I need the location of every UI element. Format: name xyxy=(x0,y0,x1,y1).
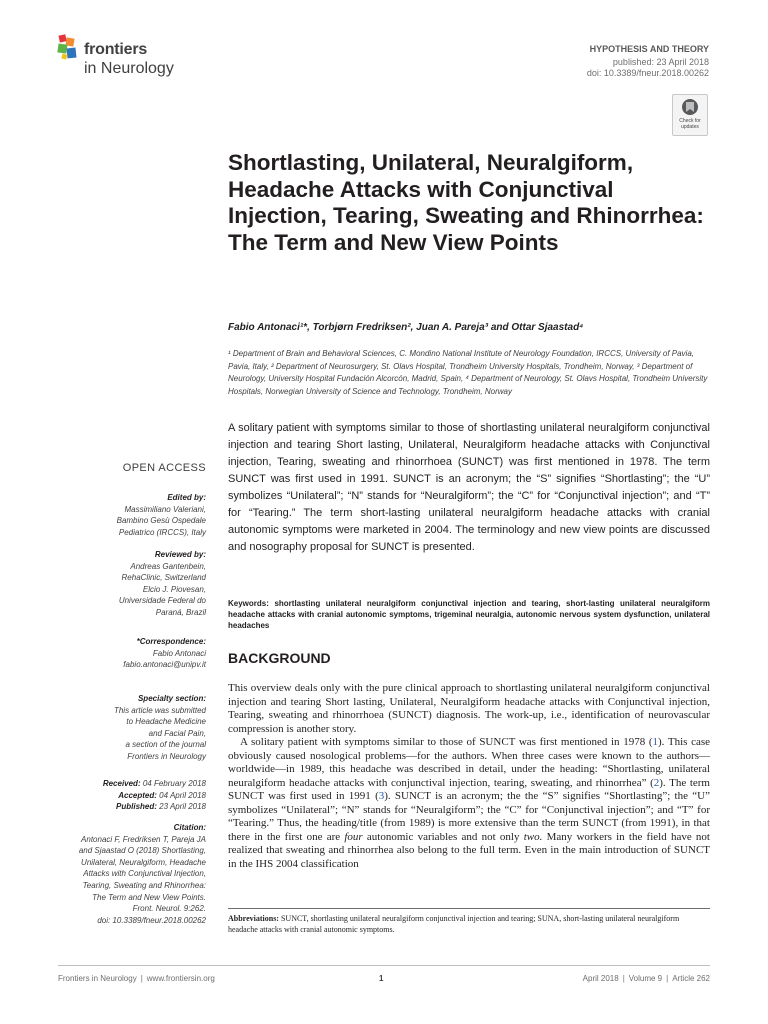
article-type: HYPOTHESIS AND THEORY xyxy=(589,44,709,54)
paragraph-1: This overview deals only with the pure clinical approach to shortlasting unilateral neuralgiform conjunctival injection and tearing Short lasting, Unilateral, Neuralgiform headache attacks with Conjunctival injection, Tearing, sweating and rhinorrhoea (SUNCT) diagnosis. The work-up, i.e., identification of neurovascular compression is another story. xyxy=(228,682,710,735)
footer-website-link[interactable]: www.frontiersin.org xyxy=(146,974,215,983)
footer-divider xyxy=(58,965,710,966)
check-updates-line2: updates xyxy=(681,124,699,130)
reviewer-line: Universidade Federal do xyxy=(118,596,206,606)
keywords-list: shortlasting unilateral neuralgiform conjunctival injection and tearing, short-lasting unilateral neuralgiform headache attacks with cranial autonomic symptoms, trigeminal neuralgia, autonomic nervous system dysfunction, unilateral headaches xyxy=(228,599,710,630)
abstract: A solitary patient with symptoms similar to those of shortlasting unilateral neuralgiform conjunctival injection and tearing Short lasting, Unilateral, Neuralgiform headache attacks with Conjunctival injection, Tearing, sweating and rhinorrhoea (SUNCT) was first mentioned in 1978. The term SUNCT was first used in 1991. SUNCT is an acronym; the “S” signifies “Shortlasting”; the “U” symbolizes “Unilateral”; “N” stands for “Neuralgiform”; the “C” for “Conjunctival injection”; and “T” for “Tearing.” The term short-lasting unilateral neuralgiform headache attacks with cranial autonomic symptoms were marketed in 2004. The terminology and new view points are discussed and nosography proposal for SUNCT is presented. xyxy=(228,422,710,553)
footnote-divider xyxy=(228,908,710,909)
citation-line: Front. Neurol. 9:262. xyxy=(132,904,206,914)
specialty-line: and Facial Pain, xyxy=(148,728,206,738)
keywords-label: Keywords: xyxy=(228,599,269,608)
citation-line: and Sjaastad O (2018) Shortlasting, xyxy=(78,846,206,856)
correspondence-label: *Correspondence: xyxy=(136,637,206,646)
footnote-text: SUNCT, shortlasting unilateral neuralgiform conjunctival injection and tearing; SUNA, short-lasting unilateral neuralgiform headache attacks with cranial autonomic symptoms. xyxy=(228,914,680,934)
article-title: Shortlasting, Unilateral, Neuralgiform, Headache Attacks with Conjunctival Injection, Tearing, Sweating and Rhinorrhea: The Term and New View Points xyxy=(228,150,704,255)
footer-issue-info: April 2018 | Volume 9 | Article 262 xyxy=(582,974,710,983)
section-heading-background: BACKGROUND xyxy=(228,650,331,666)
published-date-sidebar: Published: 23 April 2018 xyxy=(116,802,206,812)
citation-doi[interactable]: doi: 10.3389/fneur.2018.00262 xyxy=(97,915,206,925)
correspondence-block xyxy=(60,636,206,671)
edited-by-label: Edited by: xyxy=(167,493,206,502)
citation-line: Attacks with Conjunctival Injection, xyxy=(83,869,206,879)
citation-line: The Term and New View Points. xyxy=(92,892,206,902)
logo-brand: frontiers xyxy=(84,41,148,58)
specialty-block xyxy=(60,693,206,763)
citation-line: Unilateral, Neuralgiform, Headache xyxy=(81,857,206,867)
citation-line: Tearing, Sweating and Rhinorrhea: xyxy=(82,880,206,890)
page-number: 1 xyxy=(379,974,384,983)
specialty-line: Frontiers in Neurology xyxy=(127,751,206,761)
edited-by-block xyxy=(60,492,206,538)
specialty-line: to Headache Medicine xyxy=(126,717,206,727)
citation-line: Antonaci F, Fredriksen T, Pareja JA xyxy=(81,834,206,844)
reviewer-line: Paraná, Brazil xyxy=(155,607,206,617)
reviewer-line: Elcio J. Piovesan, xyxy=(142,584,206,594)
bookmark-check-icon xyxy=(681,98,699,118)
footer-journal-name: Frontiers in Neurology xyxy=(58,974,137,983)
article-doi[interactable]: doi: 10.3389/fneur.2018.00262 xyxy=(586,68,709,78)
paragraph-2: A solitary patient with symptoms similar to those of SUNCT was first mentioned in 1978 (1). This case obviously caused nosological problems—for the authors. When three cases were known to the authors—worldwide—in 1989, this headache was described in detail, under the heading: “Shortlasting, unilateral neuralgiform headache attacks with conjunctival injection, tearing, sweating, and rhinorrhea” (2). The term SUNCT was first used in 1991 (3). SUNCT is an acronym; the the “S” signifies “Shortlasting”; the “U” symbolizes “Unilateral”; “N” stands for “Neuralgiform”; the “C” for “Conjunctival injection”; and “T” for “Tearing.” Thus, the heading/title (from 1989) is more extensive than the term SUNCT (from 1991), in that there in the first one are four autonomic variables and not only two. Many workers in the field have not realized that sweating and rhinorrhea also belong to the full term. Even in the main introduction of SUNCT in the IHS 2004 classification xyxy=(228,736,710,870)
published-date: published: 23 April 2018 xyxy=(612,57,709,67)
specialty-line: This article was submitted xyxy=(113,705,206,715)
editor-line: Bambino Gesù Ospedale xyxy=(116,516,206,526)
citation-label: Citation: xyxy=(173,823,206,832)
citation-block xyxy=(60,822,206,926)
reference-link-2[interactable]: 2 xyxy=(653,776,660,789)
frontiers-logo-icon xyxy=(57,34,81,62)
open-access-label: OPEN ACCESS xyxy=(122,462,206,474)
author-list[interactable]: Fabio Antonaci¹*, Torbjørn Fredriksen², Juan A. Pareja³ and Ottar Sjaastad⁴ xyxy=(228,322,584,333)
reviewed-by-label: Reviewed by: xyxy=(154,550,206,559)
editor-line: Massimiliano Valeriani, xyxy=(124,504,206,514)
affiliations: ¹ Department of Brain and Behavioral Sciences, C. Mondino National Institute of Neurology Foundation, IRCCS, University of Pavia, Pavia, Italy, ² Department of Neurosurgery, St. Olavs Hospital, Trondheim University Hospitals, Trondheim, Norway, ³ Department of Neurology, University Hospital Fundación Alcorcón, Madrid, Spain, ⁴ Department of Neurology, St. Olavs Hospital, Trondheim University Hospitals, Norwegian University of Science and Technology, Trondheim, Norway xyxy=(228,349,708,396)
footer-journal: Frontiers in Neurology | www.frontiersin.org xyxy=(58,974,215,983)
logo-journal-name: in Neurology xyxy=(84,60,174,77)
footer-volume: Volume 9 xyxy=(628,974,663,983)
editor-line: Pediatrico (IRCCS), Italy xyxy=(118,527,206,537)
correspondent-name: Fabio Antonaci xyxy=(152,648,206,658)
reference-link-3[interactable]: 3 xyxy=(378,790,385,802)
reviewed-by-block xyxy=(60,549,206,619)
accepted-date: Accepted: 04 April 2018 xyxy=(118,790,206,800)
abbreviations-footnote xyxy=(228,913,710,935)
specialty-line: a section of the journal xyxy=(125,740,206,750)
reference-link-1[interactable]: 1 xyxy=(652,736,659,748)
keywords xyxy=(228,598,710,631)
received-date: Received: 04 February 2018 xyxy=(102,779,206,788)
reviewer-line: Andreas Gantenbein, xyxy=(130,561,206,571)
footer-article-number: Article 262 xyxy=(672,974,710,983)
footer-date: April 2018 xyxy=(582,974,619,983)
reviewer-line: RehaClinic, Switzerland xyxy=(121,573,206,583)
body-text xyxy=(228,682,710,871)
specialty-label: Specialty section: xyxy=(137,694,206,703)
correspondent-email[interactable]: fabio.antonaci@unipv.it xyxy=(123,660,206,670)
dates-block xyxy=(60,778,206,813)
check-for-updates-button[interactable] xyxy=(672,94,708,136)
check-updates-line1: Check for xyxy=(679,118,701,124)
footnote-label: Abbreviations: xyxy=(228,914,279,923)
